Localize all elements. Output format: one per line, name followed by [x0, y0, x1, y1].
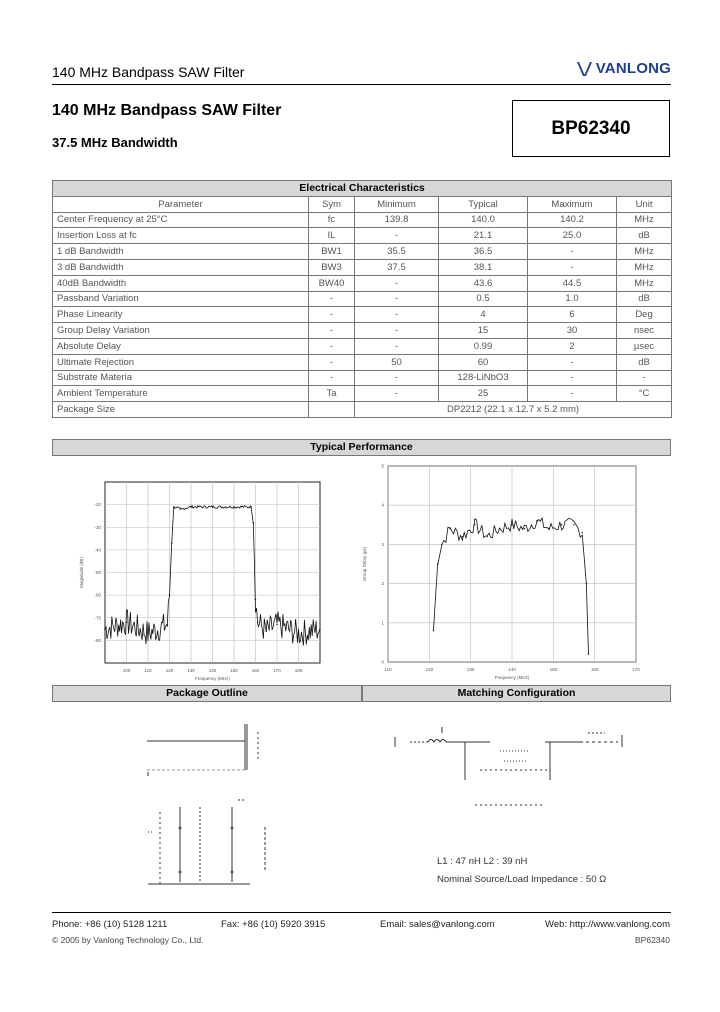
table-cell: -	[355, 338, 439, 354]
table-cell: 0.5	[439, 291, 528, 307]
table-cell: 25.0	[528, 228, 617, 244]
x-tick-label: 140	[208, 668, 217, 673]
data-point	[319, 628, 320, 629]
table-row	[53, 370, 672, 386]
table-row	[53, 275, 672, 291]
table-row	[53, 338, 672, 354]
table-cell: -	[309, 338, 355, 354]
table-cell: BW1	[309, 244, 355, 260]
table-cell: DP2212 (22.1 x 12.7 x 5.2 mm)	[355, 402, 672, 418]
data-point	[167, 624, 168, 625]
x-tick-label: 130	[466, 667, 475, 672]
data-point	[487, 536, 488, 537]
table-cell: 35.5	[355, 244, 439, 260]
y-tick-label: -80	[94, 637, 101, 643]
table-cell: -	[355, 370, 439, 386]
table-cell: -	[528, 354, 617, 370]
matching-configuration-heading: Matching Configuration	[362, 685, 671, 702]
data-point	[433, 630, 434, 631]
y-tick-label: -30	[94, 524, 101, 530]
column-header: Typical	[439, 196, 528, 212]
data-point	[266, 631, 267, 632]
table-cell: 21.1	[439, 228, 528, 244]
y-tick-label: 4	[381, 502, 384, 508]
logo-text: VANLONG	[595, 60, 671, 77]
table-cell: 2	[528, 338, 617, 354]
data-point	[549, 528, 550, 529]
y-tick-label: -40	[94, 547, 101, 553]
data-point	[255, 599, 256, 600]
table-cell: Absolute Delay	[53, 338, 309, 354]
table-row	[53, 402, 672, 418]
table-cell: 37.5	[355, 259, 439, 275]
table-row	[53, 323, 672, 339]
table-row	[53, 244, 672, 260]
table-cell: 60	[439, 354, 528, 370]
part-number: BP62340	[551, 117, 631, 139]
series-line	[434, 518, 589, 654]
footer-part-ref: BP62340	[635, 935, 670, 945]
package-outline-heading: Package Outline	[52, 685, 362, 702]
table-row	[53, 228, 672, 244]
data-point	[441, 544, 442, 545]
table-cell: 1 dB Bandwidth	[53, 244, 309, 260]
data-point	[171, 542, 172, 543]
table-cell: 50	[355, 354, 439, 370]
table-cell: -	[617, 370, 672, 386]
y-tick-label: 5	[381, 463, 384, 469]
data-point	[449, 528, 450, 529]
table-cell: Ultimate Rejection	[53, 354, 309, 370]
data-point	[586, 583, 587, 584]
data-point	[173, 506, 174, 507]
data-point	[511, 524, 512, 525]
x-axis-label: Frequency (MHz)	[195, 676, 230, 681]
table-cell: -	[528, 370, 617, 386]
y-tick-label: -70	[94, 615, 101, 621]
table-cell: -	[355, 386, 439, 402]
table-cell: 40dB Bandwidth	[53, 275, 309, 291]
y-tick-label: -50	[94, 570, 101, 575]
footer-email[interactable]: Email: sales@vanlong.com	[380, 919, 495, 930]
y-tick-label: 0	[381, 659, 384, 665]
table-cell: Phase Linearity	[53, 307, 309, 323]
data-point	[561, 524, 562, 525]
table-row	[53, 259, 672, 275]
x-axis-label: Frequency (MHz)	[494, 675, 530, 680]
table-cell: Passband Variation	[53, 291, 309, 307]
y-tick-label: 3	[381, 541, 384, 547]
table-cell: µsec	[617, 338, 672, 354]
data-point	[147, 633, 148, 634]
x-tick-label: 140	[508, 667, 516, 672]
column-header: Maximum	[528, 196, 617, 212]
table-cell: 140.0	[439, 212, 528, 228]
x-tick-label: 110	[144, 668, 152, 673]
table-cell: Ta	[309, 386, 355, 402]
table-cell: 139.8	[355, 212, 439, 228]
table-cell: -	[355, 307, 439, 323]
data-point	[582, 532, 583, 533]
table-cell	[309, 402, 355, 418]
x-tick-label: 170	[273, 668, 281, 673]
footer-web[interactable]: Web: http://www.vanlong.com	[545, 919, 670, 930]
data-point	[588, 653, 589, 654]
table-row	[53, 354, 672, 370]
x-tick-label: 170	[632, 667, 640, 672]
header-rule	[52, 84, 671, 85]
footer-phone: Phone: +86 (10) 5128 1211	[52, 919, 168, 930]
vanlong-logo-icon	[576, 61, 594, 77]
x-tick-label: 160	[590, 667, 599, 672]
impedance-note: Nominal Source/Load Impedance : 50 Ω	[437, 874, 607, 885]
table-cell: MHz	[617, 244, 672, 260]
data-point	[499, 528, 500, 529]
electrical-heading: Electrical Characteristics	[53, 181, 672, 197]
table-cell: dB	[617, 228, 672, 244]
data-point	[437, 563, 438, 564]
data-point	[536, 520, 537, 521]
x-tick-label: 180	[294, 668, 303, 673]
table-cell: 38.1	[439, 259, 528, 275]
table-cell: -	[309, 291, 355, 307]
table-cell: 30	[528, 323, 617, 339]
table-cell: Package Size	[53, 402, 309, 418]
data-point	[462, 536, 463, 537]
y-tick-label: 1	[381, 620, 384, 626]
data-point	[253, 522, 254, 523]
x-tick-label: 150	[549, 667, 558, 672]
data-point	[524, 528, 525, 529]
table-cell: 25	[439, 386, 528, 402]
y-axis-label: Magnitude (dB)	[79, 557, 84, 588]
x-tick-label: 150	[230, 668, 238, 673]
brand-logo[interactable]	[576, 60, 671, 77]
data-point	[126, 622, 127, 623]
table-cell: -	[528, 386, 617, 402]
table-cell: 36.5	[439, 244, 528, 260]
table-section-header	[53, 181, 672, 197]
x-tick-label: 110	[384, 667, 392, 672]
page-title: 140 MHz Bandpass SAW Filter	[52, 102, 282, 119]
x-tick-label: 120	[425, 667, 434, 672]
header-title: 140 MHz Bandpass SAW Filter	[52, 64, 245, 80]
data-point	[573, 524, 574, 525]
footer-copyright: © 2005 by Vanlong Technology Co., Ltd.	[52, 935, 204, 945]
table-cell: 43.6	[439, 275, 528, 291]
table-cell: 44.5	[528, 275, 617, 291]
data-point	[251, 506, 252, 507]
column-header: Sym	[309, 196, 355, 212]
package-outline-drawing	[120, 712, 290, 897]
matching-circuit-diagram	[390, 715, 640, 810]
page-subtitle: 37.5 MHz Bandwidth	[52, 135, 178, 150]
y-tick-label: 2	[381, 581, 384, 587]
data-point	[474, 524, 475, 525]
column-header: Parameter	[53, 196, 309, 212]
table-cell: 3 dB Bandwidth	[53, 259, 309, 275]
table-row	[53, 386, 672, 402]
electrical-characteristics-table	[52, 180, 672, 418]
table-cell: 140.2	[528, 212, 617, 228]
table-cell: dB	[617, 354, 672, 370]
data-point	[190, 506, 191, 507]
x-tick-label: 100	[122, 668, 131, 673]
data-point	[104, 628, 105, 629]
table-cell: °C	[617, 386, 672, 402]
column-header: Unit	[617, 196, 672, 212]
table-cell: 4	[439, 307, 528, 323]
table-cell: IL	[309, 228, 355, 244]
table-header-row	[53, 196, 672, 212]
y-tick-label: -20	[94, 502, 101, 508]
table-cell: 15	[439, 323, 528, 339]
data-point	[180, 508, 181, 509]
table-cell: 6	[528, 307, 617, 323]
y-tick-label: -60	[94, 592, 101, 598]
footer-fax: Fax: +86 (10) 5920 3915	[221, 919, 326, 930]
table-cell: BW40	[309, 275, 355, 291]
table-cell: -	[528, 259, 617, 275]
table-cell: 128-LiNbO3	[439, 370, 528, 386]
table-cell: fc	[309, 212, 355, 228]
table-cell: MHz	[617, 275, 672, 291]
data-point	[233, 506, 234, 507]
table-cell: dB	[617, 291, 672, 307]
table-cell: Group Delay Variation	[53, 323, 309, 339]
table-cell: -	[309, 370, 355, 386]
table-cell: -	[309, 307, 355, 323]
table-cell: BW3	[309, 259, 355, 275]
table-row	[53, 291, 672, 307]
data-point	[298, 633, 299, 634]
performance-heading: Typical Performance	[52, 439, 671, 456]
table-cell: 1.0	[528, 291, 617, 307]
table-cell: Deg	[617, 307, 672, 323]
table-cell: -	[355, 275, 439, 291]
table-cell: 0.99	[439, 338, 528, 354]
y-axis-label: Group Delay (µs)	[362, 546, 367, 582]
inductor-values: L1 : 47 nH L2 : 39 nH	[437, 856, 528, 867]
table-cell: Insertion Loss at fc	[53, 228, 309, 244]
table-row	[53, 307, 672, 323]
x-tick-label: 120	[165, 668, 174, 673]
x-tick-label: 160	[251, 668, 260, 673]
amplitude-response-chart	[70, 458, 340, 683]
table-cell: -	[355, 228, 439, 244]
column-header: Minimum	[355, 196, 439, 212]
table-cell: Center Frequency at 25°C	[53, 212, 309, 228]
table-cell: Substrate Materia	[53, 370, 309, 386]
data-point	[169, 594, 170, 595]
table-cell: -	[355, 323, 439, 339]
table-row	[53, 212, 672, 228]
table-cell: MHz	[617, 259, 672, 275]
part-number-box	[512, 100, 670, 157]
table-cell: MHz	[617, 212, 672, 228]
group-delay-chart	[362, 458, 650, 683]
table-cell: nsec	[617, 323, 672, 339]
data-point	[257, 622, 258, 623]
x-tick-label: 130	[187, 668, 195, 673]
table-cell: -	[309, 323, 355, 339]
data-point	[212, 506, 213, 507]
table-cell: -	[528, 244, 617, 260]
table-cell: -	[309, 354, 355, 370]
footer-rule	[52, 912, 671, 913]
table-cell: -	[355, 291, 439, 307]
data-point	[276, 624, 277, 625]
table-cell: Ambient Temperature	[53, 386, 309, 402]
